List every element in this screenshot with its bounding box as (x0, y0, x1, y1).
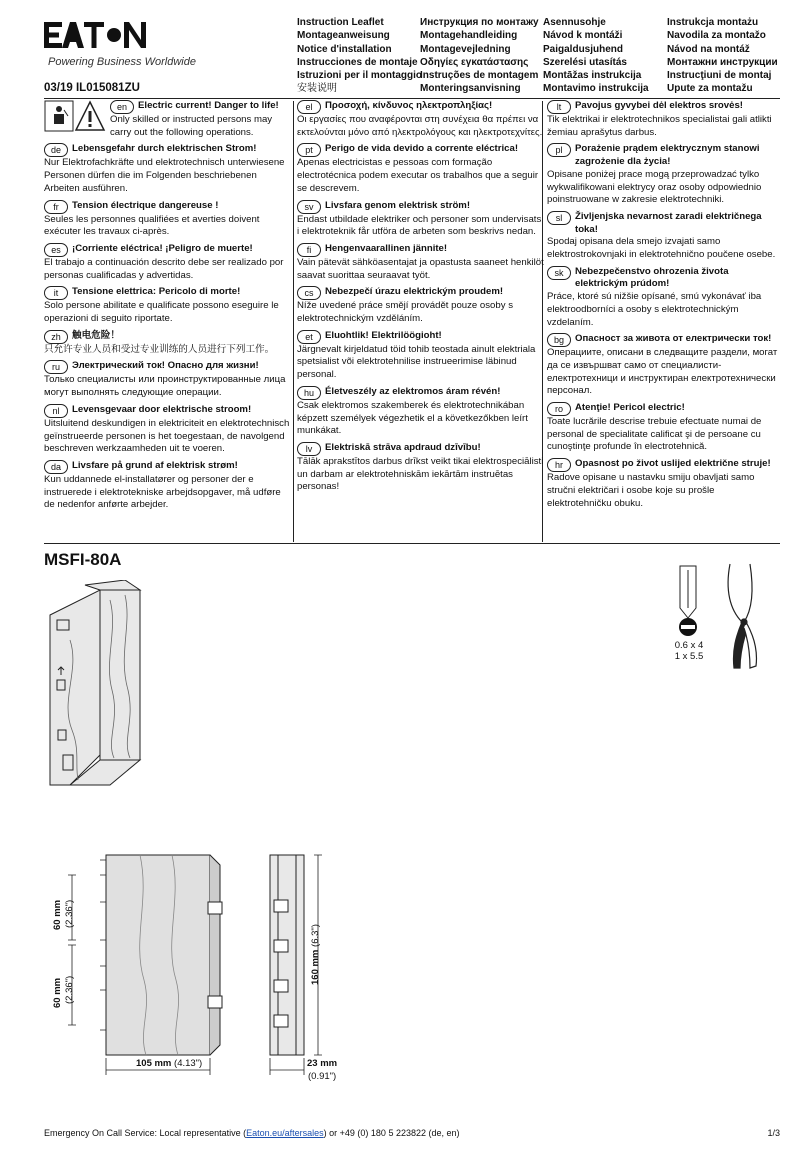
safety-heading: Nebezpečí úrazu elektrickým proudem! (325, 286, 504, 298)
header-title: Montagehandleiding (420, 30, 518, 42)
header-title: Návod k montáži (543, 30, 623, 42)
language-code-badge: fr (44, 200, 68, 214)
header-title: Instrucţiuni de montaj (667, 70, 772, 82)
dimension-value: (6.3") (310, 924, 321, 947)
section-rule (44, 543, 780, 544)
safety-section-sk (547, 266, 781, 330)
header-title: Монтажни инструкции (667, 56, 778, 68)
language-code-badge: et (297, 330, 321, 344)
language-code-badge: it (44, 286, 68, 300)
brand-logo (44, 20, 150, 59)
dimension-value: (4.13") (174, 1058, 203, 1069)
safety-section-lt (547, 100, 781, 139)
dimension-60mm-upper (52, 900, 63, 930)
dimension-23mm-inch (308, 1071, 336, 1082)
header-title: Upute za montažu (667, 83, 753, 95)
dimension-105mm (136, 1058, 202, 1069)
safety-section-ro (547, 402, 781, 454)
safety-heading: Lebensgefahr durch elektrischen Strom! (72, 143, 257, 155)
safety-text: Tālāk aprakstītos darbus drīkst veikt tikai elektrospeciālisti un darbam ar elektrotehniskām iekārtām instruētas personas! (297, 455, 544, 493)
safety-section-hu (297, 386, 545, 438)
header-title: Montageanweisung (297, 30, 390, 42)
language-code-badge: sk (547, 266, 571, 280)
dimension-23mm (307, 1058, 337, 1069)
safety-text: Apenas electricistas e pessoas com formação electrotécnica podem executar os trabalhos que a seguir se descrevem. (297, 157, 539, 194)
safety-section-de (44, 143, 292, 195)
safety-text: Níže uvedené práce smějí provádět pouze osoby s elektrotechnickým vzděláním. (297, 300, 513, 325)
safety-text: Solo persone abilitate e qualificate possono eseguire le operazioni di seguito riportate. (44, 300, 279, 325)
safety-text: Только специалисты или проинструктированные лица могут выполнять следующие операции. (44, 374, 286, 399)
safety-heading: Hengenvaarallinen jännite! (325, 242, 448, 254)
header-title: Paigaldusjuhend (543, 43, 624, 55)
safety-text: 只允许专业人员和受过专业训练的人员进行下列工作。 (44, 343, 275, 355)
safety-text: Операциите, описани в следващите раздели, могат да се извършват само от специалисти-електротехници и инструктиран електротехнически персонал. (547, 347, 778, 397)
header-title: Návod na montáž (667, 43, 750, 55)
safety-heading: Электрический ток! Опасно для жизни! (72, 360, 259, 372)
aftersales-link[interactable]: Eaton.eu/aftersales (246, 1128, 324, 1138)
safety-heading: Опасност за живота от електрически ток! (575, 333, 772, 345)
safety-heading: Προσοχή, κίνδυνος ηλεκτροπληξίας! (325, 100, 493, 111)
language-code-badge: bg (547, 333, 571, 347)
tools-illustration (670, 560, 780, 680)
safety-section-bg (547, 333, 781, 398)
safety-heading: 触电危险！ (72, 329, 120, 341)
safety-heading: ¡Corriente eléctrica! ¡Peligro de muerte! (72, 242, 253, 254)
language-code-badge: pt (297, 143, 321, 157)
header-title: Instruções de montagem (420, 70, 539, 82)
safety-section-fi (297, 243, 545, 282)
safety-text: Tik elektrikai ir elektrotechnikos specialistai gali atlikti žemiau aprašytus darbus. (547, 114, 772, 138)
dimension-value: 105 mm (136, 1058, 172, 1069)
safety-section-lv (297, 442, 545, 494)
header-title-column-3 (543, 16, 649, 96)
document-number: 03/19 IL015081ZU (44, 82, 140, 94)
header-title: Instruction Leaflet (297, 17, 384, 28)
safety-section-el (297, 100, 545, 139)
dimension-60mm-upper-inch (64, 900, 75, 928)
dimension-value: 60 mm (52, 977, 63, 1008)
safety-text: Opisane poniżej prace mogą przeprowadzać tylko wykwalifikowani elektrycy oraz osoby odpowiednio poinstruowane w zakresie elektrotechniki. (547, 168, 762, 206)
dimension-160mm (310, 924, 321, 985)
safety-column-2 (297, 100, 545, 498)
safety-text: Toate lucrările descrise trebuie efectuate numai de personal de specialitate calificat şi de persoane cu cunoştinţe profunde în electrotehnică. (547, 416, 762, 453)
header-title: 安装说明 (297, 83, 337, 95)
product-illustration (40, 580, 160, 815)
safety-section-sl (547, 211, 781, 262)
dimension-value: (2.36") (64, 899, 75, 928)
safety-heading: Porażenie prądem elektrycznym stanowi zagrożenie dla życia! (575, 143, 760, 168)
safety-text: Práce, ktoré sú nižšie opísané, smú vykonávať iba elektroodborníci a osoby s elektrotechnickým vzdelaním. (547, 291, 762, 328)
screwdriver-size: 0.6 x 4 1 x 5.5 (674, 640, 704, 662)
safety-heading: Tensione elettrica: Pericolo di morte! (72, 286, 241, 298)
safety-section-cs (297, 286, 545, 325)
language-code-badge: de (44, 143, 68, 157)
safety-heading: Elektriskā strāva apdraud dzīvību! (325, 441, 481, 453)
pliers-icon (728, 564, 756, 668)
safety-text: Csak elektromos szakemberek és elektrotechnikában képzett személyek végezhetik el a következőkben leírt munkákat. (297, 399, 528, 437)
dimension-value: (2.36") (64, 975, 75, 1004)
header-title: Instrukcja montażu (667, 17, 759, 28)
language-code-badge: hr (547, 458, 571, 472)
safety-heading: Livsfara genom elektrisk ström! (325, 199, 471, 211)
safety-section-en (44, 100, 292, 139)
safety-text: El trabajo a continuación descrito debe ser realizado por personas cualificadas y advertidas. (44, 256, 284, 281)
safety-heading: Pavojus gyvybei dėl elektros srovės! (575, 100, 743, 111)
dimension-value: 160 mm (310, 949, 321, 985)
safety-section-da (44, 460, 292, 512)
header-title: Montagevejledning (420, 43, 511, 55)
safety-heading: Nebezpečenstvo ohrozenia života elektrickým prúdom! (575, 265, 729, 290)
safety-heading: Atenţie! Pericol electric! (575, 402, 685, 414)
language-code-badge: zh (44, 330, 68, 344)
safety-section-es (44, 243, 292, 282)
language-code-badge: cs (297, 286, 321, 300)
language-code-badge: es (44, 243, 68, 257)
safety-section-pt (297, 143, 545, 195)
brand-tagline: Powering Business Worldwide (48, 56, 196, 68)
language-code-badge: da (44, 460, 68, 474)
language-code-badge: lv (297, 442, 321, 456)
safety-section-it (44, 286, 292, 325)
header-title: Asennusohje (543, 17, 606, 28)
header-title: Navodila za montažo (667, 30, 766, 42)
safety-text: Only skilled or instructed persons may carry out the following operations. (110, 114, 273, 138)
warning-icon (44, 100, 106, 134)
safety-heading: Perigo de vida devido a corrente eléctrica! (325, 143, 519, 155)
language-code-badge: sv (297, 200, 321, 214)
safety-text: Järgnevalt kirjeldatud töid tohib teostada ainult elektriala spetsialist või elektrotehnilise instrueerimise läbinud personal. (297, 343, 536, 381)
safety-section-zh (44, 330, 292, 357)
safety-text: Uitsluitend deskundigen in elektriciteit en elektrotechnisch geïnstrueerde personen is het toegestaan, de navolgend beschreven werkzaamheden uit te voeren. (44, 417, 290, 455)
safety-heading: Opasnost po život uslijed električne struje! (575, 458, 771, 470)
dimension-value: 23 mm (307, 1058, 338, 1069)
column-divider (293, 101, 294, 542)
safety-heading: Levensgevaar door elektrische stroom! (72, 403, 252, 415)
header-rule (44, 98, 780, 99)
language-code-badge: hu (297, 386, 321, 400)
language-code-badge: sl (547, 211, 571, 225)
footer-service (44, 1128, 460, 1138)
safety-heading: Életveszély az elektromos áram révén! (325, 385, 501, 397)
safety-heading: Tension électrique dangereuse ! (72, 199, 219, 211)
safety-heading: Livsfare på grund af elektrisk strøm! (72, 459, 238, 471)
dimension-value: (0.91") (308, 1071, 337, 1082)
language-code-badge: pl (547, 143, 571, 157)
header-title-column-1 (297, 16, 422, 96)
dimension-value: 60 mm (52, 899, 63, 930)
safety-section-hr (547, 458, 781, 510)
safety-text: Vain pätevät sähköasentajat ja opastusta saaneet henkilöt saavat suorittaa seuraavat työt. (297, 256, 544, 281)
screwdriver-icon (679, 566, 697, 636)
dimension-60mm-lower-inch (64, 976, 75, 1004)
header-title: Monteringsanvisning (420, 83, 521, 95)
header-title: Montavimo instrukcija (543, 83, 649, 95)
safety-column-1 (44, 100, 292, 516)
safety-section-fr (44, 200, 292, 239)
header-title: Szerelési utasítás (543, 56, 627, 68)
safety-section-sv (297, 200, 545, 239)
header-title: Инструкция по монтажу (420, 17, 539, 28)
language-code-badge: lt (547, 100, 571, 114)
safety-column-3 (547, 100, 781, 514)
header-title-column-2 (420, 16, 539, 96)
safety-section-ru (44, 360, 292, 399)
language-code-badge: en (110, 100, 134, 114)
safety-section-nl (44, 404, 292, 456)
page-number: 1/3 (767, 1128, 780, 1138)
eaton-logo-graphic (44, 20, 150, 50)
safety-section-et (297, 330, 545, 382)
header-title: Istruzioni per il montaggio (297, 70, 422, 82)
safety-text: Nur Elektrofachkräfte und elektrotechnisch unterwiesene Personen dürfen die im Folgenden beschriebenen Arbeiten ausführen. (44, 157, 285, 194)
safety-heading: Electric current! Danger to life! (138, 100, 279, 111)
safety-text: Endast utbildade elektriker och personer som undervisats i elektroteknik får utföra de arbeten som beskrivs nedan. (297, 213, 542, 238)
header-title: Montāžas instrukcija (543, 70, 642, 82)
header-title: Οδηγίες εγκατάστασης (420, 56, 529, 68)
header-title: Instrucciones de montaje (297, 56, 418, 68)
footer-text: Emergency On Call Service: Local representative ( (44, 1128, 247, 1138)
safety-text: Οι εργασίες που αναφέρονται στη συνέχεια θα πρέπει να εκτελούνται μόνο από ηλεκτρολόγους και ηλεκτροτεχνίτες. (297, 114, 543, 138)
header-title-column-4 (667, 16, 778, 96)
safety-heading: Življenjska nevarnost zaradi električnega toka! (575, 210, 762, 235)
dimension-60mm-lower (52, 978, 63, 1008)
safety-text: Spodaj opisana dela smejo izvajati samo elektrostrokovnjaki in elektrotehnično poučene osebe. (547, 236, 776, 261)
model-title: MSFI-80A (44, 550, 122, 569)
safety-text: Kun uddannede el-installatører og personer der e instruerede i elektrotekniske arbejdsopgaver, må udføre de nedenfor anførte arbejder. (44, 473, 281, 511)
language-code-badge: ru (44, 360, 68, 374)
language-code-badge: el (297, 100, 321, 114)
safety-heading: Eluohtlik! Elektrilöögioht! (325, 329, 442, 341)
language-code-badge: ro (547, 402, 571, 416)
safety-text: Radove opisane u nastavku smiju obavljati samo stručni električari i osobe koje su prošle elektrotehničku obuku. (547, 472, 755, 509)
header-title: Notice d'installation (297, 43, 392, 55)
footer-text: ) or +49 (0) 180 5 223822 (de, en) (323, 1128, 460, 1138)
safety-text: Seules les personnes qualifiées et averties doivent exécuter les travaux ci-après. (44, 213, 260, 238)
language-code-badge: nl (44, 404, 68, 418)
language-code-badge: fi (297, 243, 321, 257)
safety-section-pl (547, 143, 781, 207)
